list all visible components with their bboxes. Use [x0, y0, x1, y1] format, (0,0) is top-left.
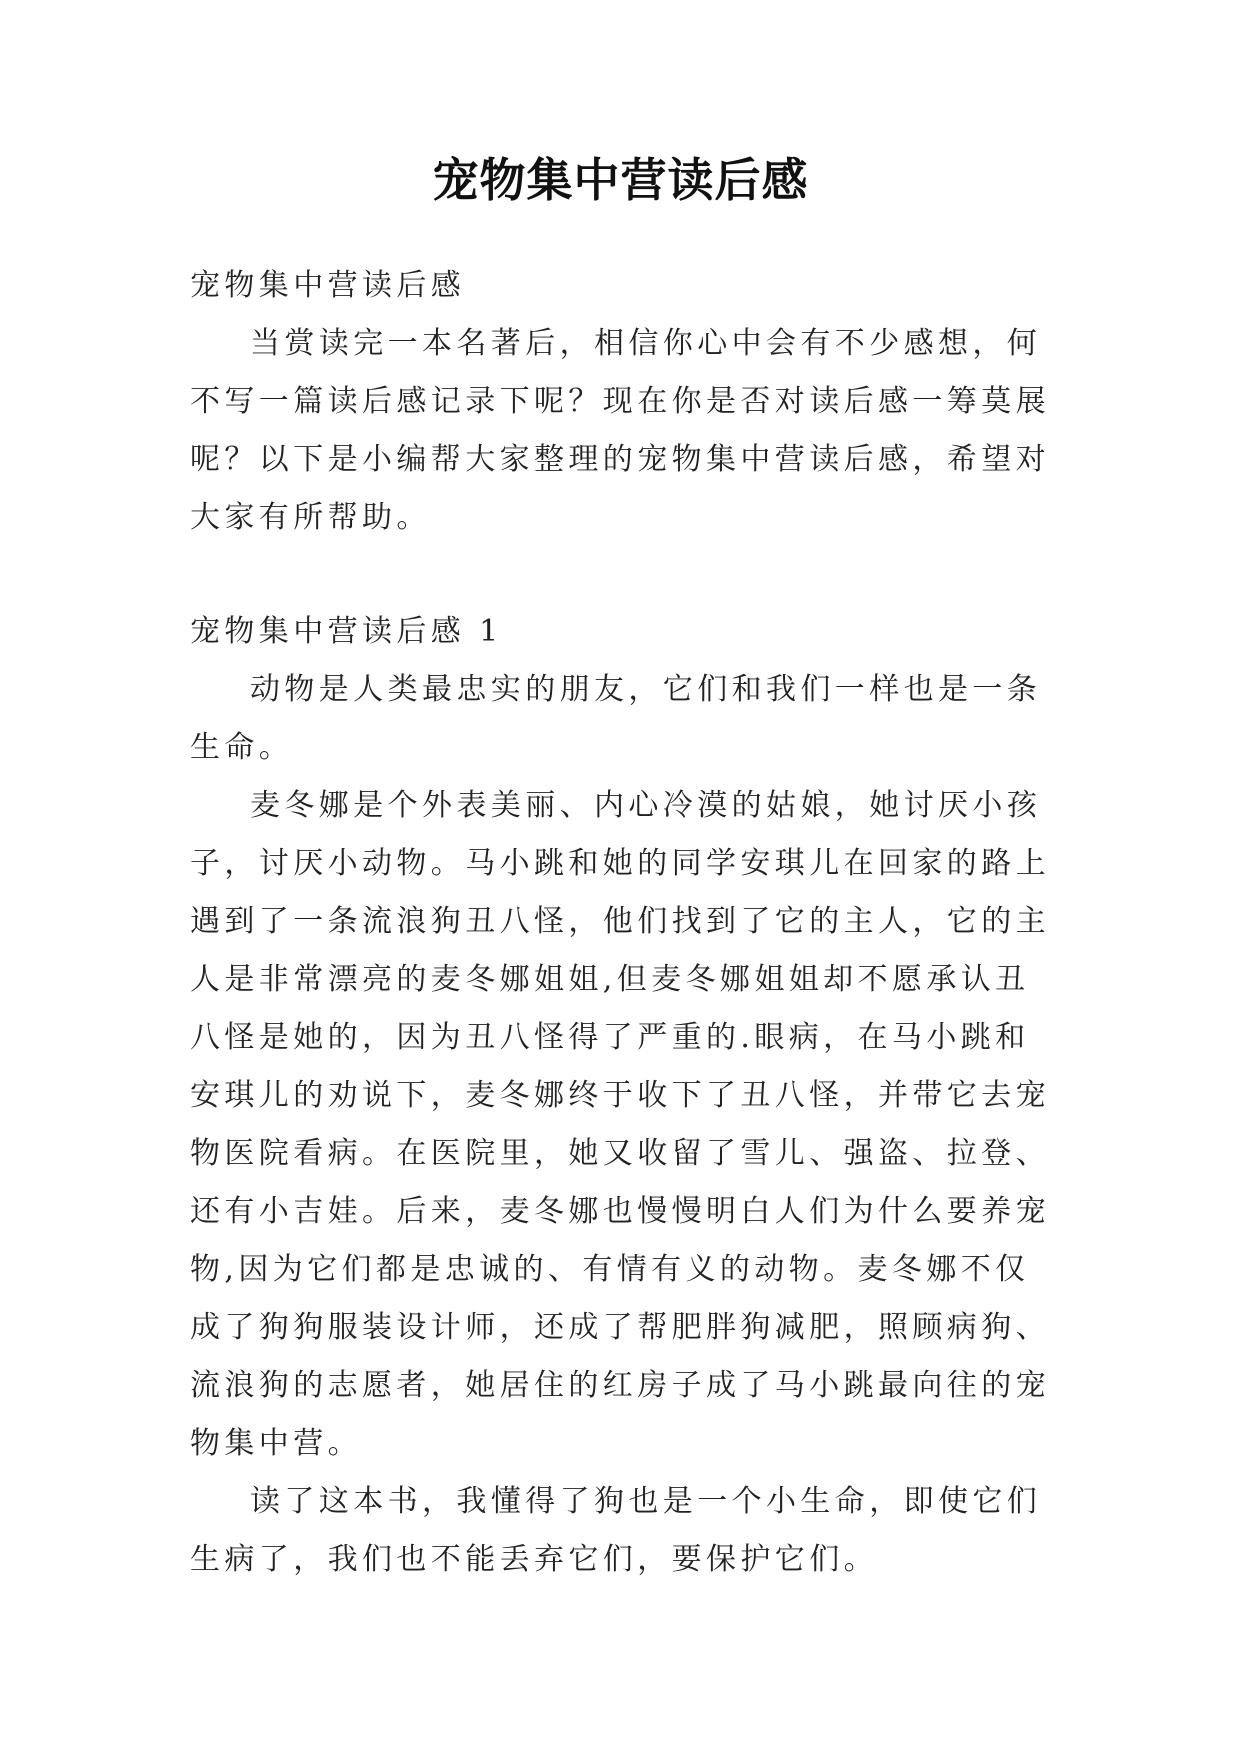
section-1-paragraph-1: 动物是人类最忠实的朋友，它们和我们一样也是一条生命。: [190, 672, 1042, 765]
document-body: [190, 257, 1052, 1589]
intro-heading: 宠物集中营读后感: [190, 268, 466, 303]
document-title: 宠物集中营读后感: [432, 153, 809, 207]
section-spacer: [190, 547, 1052, 603]
section-1-heading: 宠物集中营读后感 1: [190, 614, 503, 649]
section-1-paragraph-2: 麦冬娜是个外表美丽、内心冷漠的姑娘，她讨厌小孩子，讨厌小动物。马小跳和她的同学安琪儿在回家的路上遇到了一条流浪狗丑八怪，他们找到了它的主人，它的主人是非常漂亮的麦冬娜姐姐,但麦冬娜姐姐却不愿承认丑八怪是她的，因为丑八怪得了严重的.眼病，在马小跳和安琪儿的劝说下，麦冬娜终于收下了丑八怪，并带它去宠物医院看病。在医院里，她又收留了雪儿、强盗、拉登、还有小吉娃。后来，麦冬娜也慢慢明白人们为什么要养宠物,因为它们都是忠诚的、有情有义的动物。麦冬娜不仅成了狗狗服装设计师，还成了帮肥胖狗减肥，照顾病狗、流浪狗的志愿者，她居住的红房子成了马小跳最向往的宠物集中营。: [190, 788, 1050, 1461]
section-1-paragraph-3: 读了这本书，我懂得了狗也是一个小生命，即使它们生病了，我们也不能丢弃它们，要保护它们。: [190, 1484, 1042, 1577]
intro-paragraph: 当赏读完一本名著后，相信你心中会有不少感想，何不写一篇读后感记录下呢？现在你是否对读后感一筹莫展呢？以下是小编帮大家整理的宠物集中营读后感，希望对大家有所帮助。: [190, 326, 1050, 535]
